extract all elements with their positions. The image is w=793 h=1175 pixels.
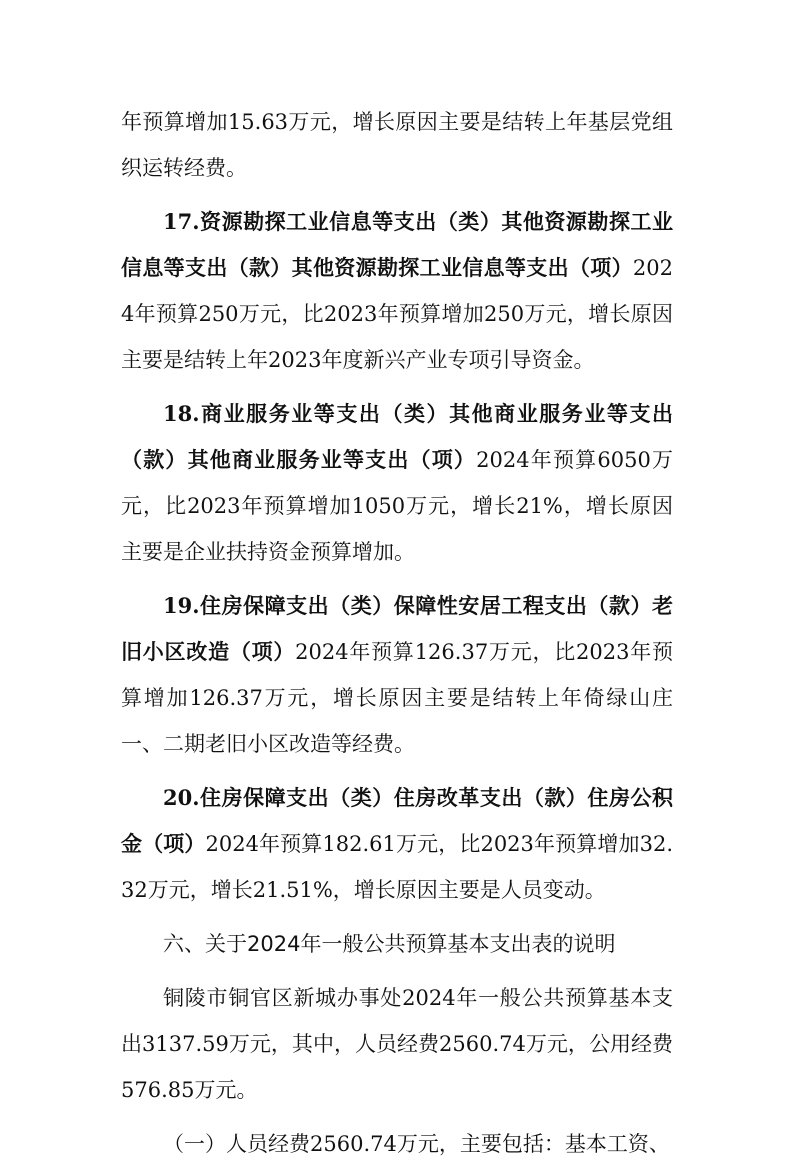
paragraph-bold-lead: 17.资源勘探工业信息等支出（类）其他资源勘探工业信息等支出（款）其他资源勘探工业信息等支出（项） <box>121 209 673 280</box>
paragraph-text: 2024年预算250万元，比2023年预算增加250万元，增长原因主要是结转上年2023年度新兴产业专项引导资金。 <box>121 256 673 372</box>
paragraph-20 <box>121 775 673 913</box>
paragraph-text: 2024年预算6050万元，比2023年预算增加1050万元，增长21%，增长原因主要是企业扶持资金预算增加。 <box>121 448 674 564</box>
paragraph-bold-lead: 19.住房保障支出（类）保障性安居工程支出（款）老旧小区改造（项） <box>121 593 673 664</box>
paragraph-17 <box>121 199 673 383</box>
paragraph-bold-lead: 20.住房保障支出（类）住房改革支出（款）住房公积金（项） <box>121 785 673 856</box>
paragraph-bold-lead: 18.商业服务业等支出（类）其他商业服务业等支出（款）其他商业服务业等支出（项） <box>121 401 673 472</box>
paragraph-text: 年预算增加15.63万元，增长原因主要是结转上年基层党组织运转经费。 <box>121 110 673 180</box>
document-body <box>121 99 673 1175</box>
sub-item-personnel: （一）人员经费2560.74万元，主要包括：基本工资、 <box>163 1132 670 1156</box>
paragraph-text: 2024年预算182.61万元，比2023年预算增加32.32万元，增长21.51%，增长原因主要是人员变动。 <box>121 832 674 902</box>
paragraph-18 <box>121 391 673 575</box>
summary-paragraph: 铜陵市铜官区新城办事处2024年一般公共预算基本支出3137.59万元，其中，人员经费2560.74万元，公用经费576.85万元。 <box>121 986 673 1102</box>
paragraph-16-continuation <box>121 99 673 191</box>
section-heading: 六、关于2024年一般公共预算基本支出表的说明 <box>163 932 616 956</box>
paragraph-text: 2024年预算126.37万元，比2023年预算增加126.37万元，增长原因主要是结转上年倚绿山庄一、二期老旧小区改造等经费。 <box>121 640 674 756</box>
paragraph-19 <box>121 583 673 767</box>
